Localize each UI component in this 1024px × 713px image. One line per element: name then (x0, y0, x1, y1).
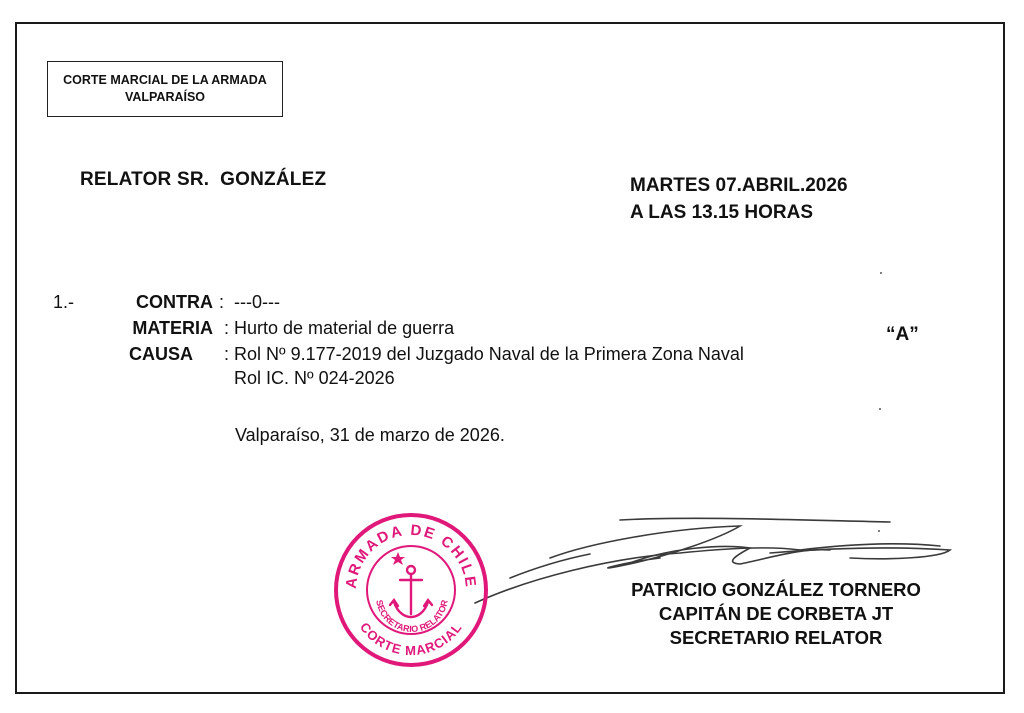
signer-rank: CAPITÁN DE CORBETA JT (658, 603, 894, 624)
materia-colon: : (224, 318, 230, 338)
scan-speck (880, 272, 882, 274)
grade-mark: “A” (886, 324, 919, 345)
court-header-box (47, 61, 283, 117)
stamp-inner-text: SECRETARIO RELATOR (374, 598, 450, 635)
relator-name: RELATOR SR. GONZÁLEZ (80, 169, 327, 190)
causa-label: CAUSA (128, 344, 193, 364)
causa-value-line1: Rol Nº 9.177-2019 del Juzgado Naval de la Primera Zona Naval (234, 344, 744, 364)
stamp-star-icon (391, 552, 405, 565)
scan-speck (878, 530, 880, 532)
causa-colon: : (224, 344, 230, 364)
materia-value: Hurto de material de guerra (234, 318, 455, 338)
court-name: CORTE MARCIAL DE LA ARMADA (63, 73, 267, 87)
signer-name: PATRICIO GONZÁLEZ TORNERO (631, 579, 921, 600)
contra-colon: : (219, 292, 225, 312)
signer-position: SECRETARIO RELATOR (669, 627, 883, 648)
causa-value-line2: Rol IC. Nº 024-2026 (234, 368, 395, 388)
session-date-block (630, 172, 848, 226)
case-number: 1.- (53, 292, 75, 312)
contra-label: CONTRA (136, 292, 213, 312)
anchor-icon (390, 566, 432, 617)
stamp-top-text: ARMADA DE CHILE (342, 521, 480, 590)
session-date: MARTES 07.ABRIL.2026 (630, 175, 848, 196)
place-date: Valparaíso, 31 de marzo de 2026. (235, 425, 505, 445)
stamp-bottom-text: CORTE MARCIAL (357, 619, 465, 658)
scan-speck (879, 408, 881, 410)
contra-value: ---0--- (234, 292, 280, 312)
session-time: A LAS 13.15 HORAS (630, 202, 814, 223)
signer-block (596, 578, 956, 650)
official-stamp (328, 510, 494, 670)
court-city: VALPARAÍSO (124, 90, 206, 104)
materia-label: MATERIA (132, 318, 213, 338)
